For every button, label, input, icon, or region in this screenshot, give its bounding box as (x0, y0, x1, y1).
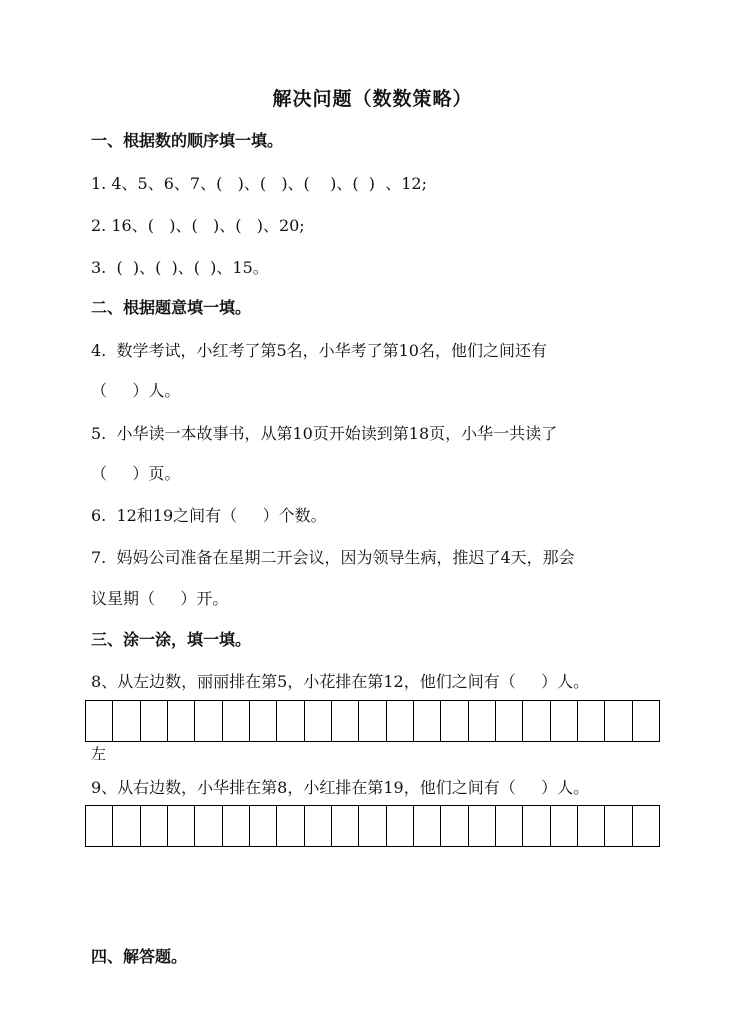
grid-cell[interactable] (441, 701, 468, 741)
question-3: 3. ( )、( )、( )、15。 (91, 258, 269, 277)
section-2-heading: 二、根据题意填一填。 (91, 298, 252, 317)
grid-cell[interactable] (578, 701, 605, 741)
grid-cell[interactable] (277, 701, 304, 741)
question-8: 8、从左边数，丽丽排在第5，小花排在第12，他们之间有（ ）人。 (91, 672, 590, 691)
question-6: 6. 12和19之间有（ ）个数。 (91, 506, 327, 525)
grid-cell[interactable] (359, 701, 386, 741)
grid-cell[interactable] (496, 806, 523, 846)
section-4-heading: 四、解答题。 (91, 947, 188, 966)
question-1: 1. 4、5、6、7、( )、( )、( )、( ) 、12; (91, 174, 427, 193)
grid-cell[interactable] (86, 806, 113, 846)
grid-cell[interactable] (305, 806, 332, 846)
grid-cell[interactable] (168, 806, 195, 846)
grid-cell[interactable] (551, 701, 578, 741)
section-3-heading: 三、涂一涂，填一填。 (91, 630, 252, 649)
grid-cell[interactable] (141, 701, 168, 741)
grid-cell[interactable] (469, 806, 496, 846)
grid-cell[interactable] (250, 701, 277, 741)
grid-cell[interactable] (113, 806, 140, 846)
grid-cell[interactable] (195, 701, 222, 741)
grid-cell[interactable] (223, 806, 250, 846)
grid-cell[interactable] (113, 701, 140, 741)
grid-cell[interactable] (141, 806, 168, 846)
grid-left-label: 左 (91, 745, 107, 763)
question-7-line-1: 7. 妈妈公司准备在星期二开会议，因为领导生病，推迟了4天，那会 (91, 548, 575, 567)
grid-cell[interactable] (250, 806, 277, 846)
grid-cell[interactable] (605, 806, 632, 846)
grid-cell[interactable] (387, 701, 414, 741)
question-4-line-2: （ ）人。 (91, 381, 181, 400)
grid-cell[interactable] (332, 806, 359, 846)
question-5-line-2: （ ）页。 (91, 464, 181, 483)
grid-cell[interactable] (469, 701, 496, 741)
page-title: 解决问题（数数策略） (272, 88, 473, 110)
grid-cell[interactable] (86, 701, 113, 741)
question-5-line-1: 5. 小华读一本故事书，从第10页开始读到第18页，小华一共读了 (91, 424, 558, 443)
question-4-line-1: 4. 数学考试，小红考了第5名，小华考了第10名，他们之间还有 (91, 341, 547, 360)
grid-cell[interactable] (168, 701, 195, 741)
grid-cell[interactable] (523, 701, 550, 741)
grid-cell[interactable] (359, 806, 386, 846)
grid-cell[interactable] (633, 701, 659, 741)
grid-cell[interactable] (387, 806, 414, 846)
section-1-heading: 一、根据数的顺序填一填。 (91, 131, 284, 150)
grid-cell[interactable] (551, 806, 578, 846)
question-2: 2. 16、( )、( )、( )、20; (91, 216, 305, 235)
grid-cell[interactable] (496, 701, 523, 741)
question-7-line-2: 议星期（ ）开。 (91, 589, 229, 608)
grid-cell[interactable] (223, 701, 250, 741)
grid-cell[interactable] (441, 806, 468, 846)
grid-cell[interactable] (195, 806, 222, 846)
question-9: 9、从右边数，小华排在第8，小红排在第19，他们之间有（ ）人。 (91, 778, 590, 797)
grid-cell[interactable] (414, 701, 441, 741)
grid-cell[interactable] (578, 806, 605, 846)
grid-cell[interactable] (605, 701, 632, 741)
grid-cell[interactable] (277, 806, 304, 846)
answer-grid-q8 (85, 700, 660, 742)
grid-cell[interactable] (523, 806, 550, 846)
grid-cell[interactable] (332, 701, 359, 741)
grid-cell[interactable] (305, 701, 332, 741)
grid-cell[interactable] (633, 806, 659, 846)
grid-cell[interactable] (414, 806, 441, 846)
answer-grid-q9 (85, 805, 660, 847)
